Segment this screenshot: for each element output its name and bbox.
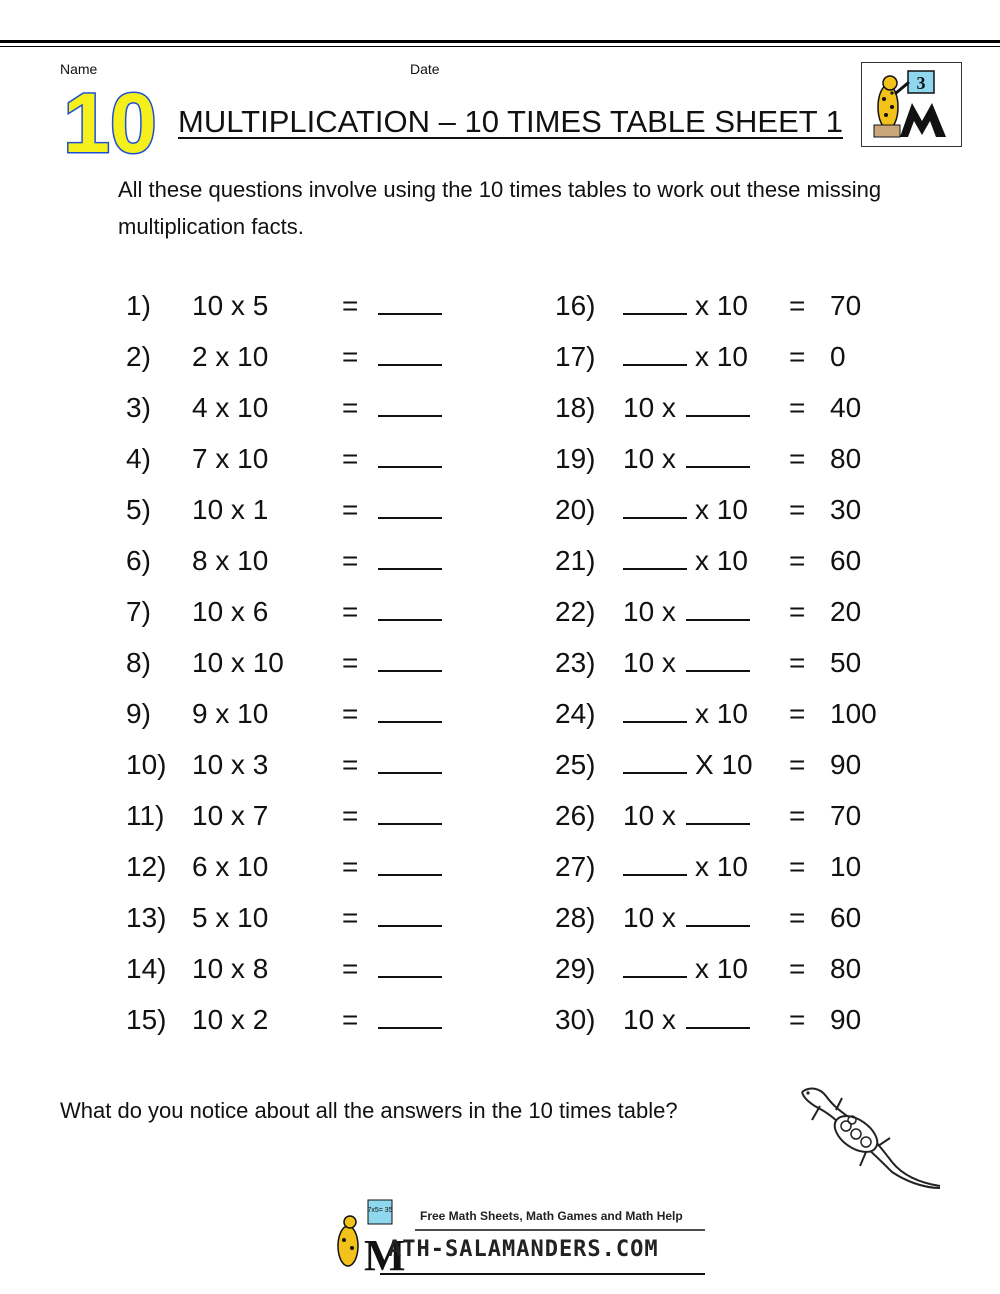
- question-number: 25): [555, 749, 596, 780]
- name-label: Name: [60, 61, 98, 77]
- question-number: 10): [126, 749, 167, 780]
- question-number: 9): [126, 698, 151, 729]
- question-expression: 10 x: [623, 392, 676, 423]
- question-number: 20): [555, 494, 596, 525]
- question-number: 15): [126, 1004, 167, 1035]
- question-number: 12): [126, 851, 167, 882]
- equals-sign: =: [342, 749, 359, 780]
- equals-sign: =: [789, 800, 806, 831]
- answer-blank[interactable]: [686, 796, 750, 836]
- salamander-icon: [796, 1076, 946, 1196]
- question-expression: x 10: [695, 341, 748, 372]
- big-number: 10: [63, 82, 157, 162]
- question-expression: x 10: [695, 851, 748, 882]
- date-label: Date: [410, 61, 440, 77]
- answer-blank[interactable]: [378, 592, 442, 632]
- equals-sign: =: [342, 800, 359, 831]
- equals-sign: =: [789, 545, 806, 576]
- big-number-badge: [60, 82, 160, 162]
- answer-blank[interactable]: [378, 286, 442, 326]
- answer-blank[interactable]: [378, 949, 442, 989]
- question-expression: 8 x 10: [192, 545, 269, 576]
- question-expression: 9 x 10: [192, 698, 269, 729]
- equals-sign: =: [342, 392, 359, 423]
- question-number: 1): [126, 290, 151, 321]
- answer-blank[interactable]: [623, 286, 687, 326]
- given-answer: 70: [830, 800, 862, 831]
- equals-sign: =: [789, 494, 806, 525]
- question-expression: 10 x: [623, 1004, 676, 1035]
- answer-blank[interactable]: [378, 745, 442, 785]
- question-number: 23): [555, 647, 596, 678]
- answer-blank[interactable]: [623, 847, 687, 887]
- question-number: 27): [555, 851, 596, 882]
- equals-sign: =: [789, 647, 806, 678]
- equals-sign: =: [789, 1004, 806, 1035]
- given-answer: 100: [830, 698, 877, 729]
- equals-sign: =: [789, 698, 806, 729]
- question-expression: 10 x 1: [192, 494, 269, 525]
- answer-blank[interactable]: [623, 490, 687, 530]
- equals-sign: =: [789, 290, 806, 321]
- equals-sign: =: [789, 953, 806, 984]
- given-answer: 50: [830, 647, 862, 678]
- given-answer: 0: [830, 341, 846, 372]
- answer-blank[interactable]: [378, 1000, 442, 1040]
- given-answer: 80: [830, 443, 862, 474]
- question-expression: 10 x 7: [192, 800, 269, 831]
- question-number: 7): [126, 596, 151, 627]
- given-answer: 80: [830, 953, 862, 984]
- answer-blank[interactable]: [686, 592, 750, 632]
- question-number: 16): [555, 290, 596, 321]
- equals-sign: =: [342, 443, 359, 474]
- given-answer: 90: [830, 1004, 862, 1035]
- answer-blank[interactable]: [378, 490, 442, 530]
- question-number: 24): [555, 698, 596, 729]
- given-answer: 60: [830, 902, 862, 933]
- answer-blank[interactable]: [623, 949, 687, 989]
- given-answer: 10: [830, 851, 862, 882]
- equals-sign: =: [342, 851, 359, 882]
- question-number: 18): [555, 392, 596, 423]
- equals-sign: =: [342, 290, 359, 321]
- equals-sign: =: [789, 341, 806, 372]
- question-number: 5): [126, 494, 151, 525]
- question-number: 8): [126, 647, 151, 678]
- question-expression: 10 x: [623, 800, 676, 831]
- top-rule: [0, 40, 1000, 43]
- question-number: 29): [555, 953, 596, 984]
- question-number: 11): [126, 800, 165, 831]
- answer-blank[interactable]: [378, 847, 442, 887]
- question-expression: x 10: [695, 290, 748, 321]
- answer-blank[interactable]: [378, 796, 442, 836]
- question-number: 22): [555, 596, 596, 627]
- answer-blank[interactable]: [378, 643, 442, 683]
- question-expression: 10 x 8: [192, 953, 269, 984]
- equals-sign: =: [789, 596, 806, 627]
- question-expression: x 10: [695, 545, 748, 576]
- equals-sign: =: [342, 902, 359, 933]
- equals-sign: =: [342, 596, 359, 627]
- equals-sign: =: [342, 341, 359, 372]
- equals-sign: =: [789, 902, 806, 933]
- question-number: 6): [126, 545, 151, 576]
- answer-blank[interactable]: [378, 388, 442, 428]
- given-answer: 40: [830, 392, 862, 423]
- equals-sign: =: [342, 1004, 359, 1035]
- question-number: 19): [555, 443, 596, 474]
- answer-blank[interactable]: [623, 541, 687, 581]
- intro-text: All these questions involve using the 10 times tables to work out these missing multiplication facts.: [118, 177, 882, 239]
- answer-blank[interactable]: [686, 439, 750, 479]
- equals-sign: =: [342, 698, 359, 729]
- question-expression: 10 x: [623, 902, 676, 933]
- footer-tagline: Free Math Sheets, Math Games and Math Help: [420, 1209, 683, 1223]
- question-expression: x 10: [695, 953, 748, 984]
- question-expression: X 10: [695, 749, 753, 780]
- question-number: 2): [126, 341, 151, 372]
- question-number: 17): [555, 341, 596, 372]
- question-expression: 10 x 2: [192, 1004, 269, 1035]
- question-number: 4): [126, 443, 151, 474]
- footer-website: ATH-SALAMANDERS.COM: [388, 1237, 659, 1262]
- answer-blank[interactable]: [378, 694, 442, 734]
- equals-sign: =: [789, 851, 806, 882]
- answer-blank[interactable]: [378, 541, 442, 581]
- footer-badge-text: 7x5= 35: [367, 1207, 393, 1214]
- question-expression: 10 x: [623, 647, 676, 678]
- question-expression: x 10: [695, 698, 748, 729]
- salamander-logo-icon: [862, 63, 960, 145]
- salamander-logo: [861, 62, 962, 147]
- answer-blank[interactable]: [686, 1000, 750, 1040]
- answer-blank[interactable]: [378, 439, 442, 479]
- equals-sign: =: [789, 443, 806, 474]
- answer-blank[interactable]: [686, 388, 750, 428]
- question-expression: x 10: [695, 494, 748, 525]
- answer-blank[interactable]: [686, 898, 750, 938]
- question-number: 14): [126, 953, 167, 984]
- question-expression: 7 x 10: [192, 443, 269, 474]
- equals-sign: =: [789, 749, 806, 780]
- grade-badge: 3: [916, 73, 926, 93]
- equals-sign: =: [342, 953, 359, 984]
- question-expression: 10 x: [623, 443, 676, 474]
- question-expression: 10 x 5: [192, 290, 269, 321]
- top-rule-thin: [0, 46, 1000, 47]
- given-answer: 60: [830, 545, 862, 576]
- question-expression: 10 x: [623, 596, 676, 627]
- given-answer: 70: [830, 290, 862, 321]
- equals-sign: =: [342, 494, 359, 525]
- question-number: 30): [555, 1004, 596, 1035]
- given-answer: 20: [830, 596, 862, 627]
- question-number: 21): [555, 545, 596, 576]
- question-number: 26): [555, 800, 596, 831]
- question-expression: 4 x 10: [192, 392, 269, 423]
- question-expression: 10 x 10: [192, 647, 284, 678]
- answer-blank[interactable]: [623, 745, 687, 785]
- equals-sign: =: [789, 392, 806, 423]
- given-answer: 30: [830, 494, 862, 525]
- question-number: 3): [126, 392, 151, 423]
- answer-blank[interactable]: [378, 898, 442, 938]
- question-expression: 5 x 10: [192, 902, 269, 933]
- answer-blank[interactable]: [378, 337, 442, 377]
- page-title: MULTIPLICATION – 10 TIMES TABLE SHEET 1: [178, 104, 843, 139]
- equals-sign: =: [342, 545, 359, 576]
- answer-blank[interactable]: [623, 694, 687, 734]
- equals-sign: =: [342, 647, 359, 678]
- answer-blank[interactable]: [623, 337, 687, 377]
- question-number: 28): [555, 902, 596, 933]
- question-number: 13): [126, 902, 167, 933]
- question-expression: 10 x 6: [192, 596, 269, 627]
- question-expression: 2 x 10: [192, 341, 269, 372]
- reflection-question: What do you notice about all the answers in the 10 times table?: [60, 1098, 678, 1123]
- footer-logo-letter: M: [364, 1231, 406, 1278]
- answer-blank[interactable]: [686, 643, 750, 683]
- question-expression: 10 x 3: [192, 749, 269, 780]
- given-answer: 90: [830, 749, 862, 780]
- question-expression: 6 x 10: [192, 851, 269, 882]
